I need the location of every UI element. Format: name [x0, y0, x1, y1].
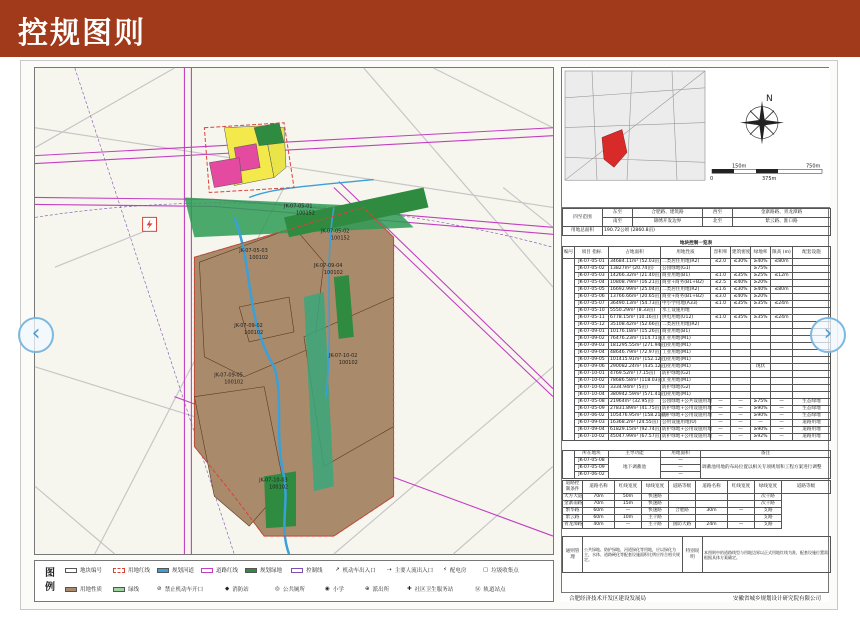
control-table-row: JK-07-05-08 21964m² (32.95亩) 公园绿地+公共设施用地 — — ≥75% — 生态绿地: [563, 399, 831, 406]
control-table-row: JK-07-06-02 105476.95m² (158.21亩) 防护绿地+公用设施用地 — — ≥90% — 生态绿地: [563, 413, 831, 420]
toilet-icon: ◎: [275, 586, 280, 592]
svg-text:100152: 100152: [295, 210, 315, 217]
legend-item: 规划绿地: [245, 566, 282, 574]
legend-item: ⊘ 禁止机动车开口: [157, 586, 204, 593]
power-icon: ⚡: [443, 567, 447, 573]
legend-item: ⊕ 派出所: [365, 586, 390, 593]
legend-item: 道路红线: [201, 566, 238, 574]
school-icon: ◉: [325, 586, 330, 592]
pedestrian-icon: ⇢: [387, 567, 392, 573]
fire-station-icon: ◆: [225, 586, 230, 592]
svg-text:375m: 375m: [762, 176, 777, 183]
road-table-row: 金寨南路 70m 15m 快速路 次干路: [563, 501, 831, 508]
clinic-icon: ✚: [407, 586, 412, 592]
metro-icon: Ⓜ: [475, 587, 481, 593]
control-table-row: JK-07-05-05 16692.99m² (25.04亩) 二类居住用地(R2) ≤1.6 ≤30% ≥40% ≤80m: [563, 287, 831, 294]
control-table-caption: 地块控制一览表: [679, 241, 713, 246]
police-icon: ⊕: [365, 586, 370, 592]
control-table-row: JK-07-10-03 3334.94m² (5亩) 防护绿地(G2): [563, 385, 831, 392]
page-header: [0, 0, 860, 57]
control-table-row: JK-07-05-11 6778.15m² (10.16亩) 供电用地(U12) ≤1.0 ≤35% ≥35% ≤24m: [563, 315, 831, 322]
control-table: 编号 项目 指标 占地面积 用地性质 容积率 建筑密度 绿地率 限高 (m) 配套设施 JK-07-05-01 34684.11m² (52.03亩) 二类居住用地(R2) ≤2.0 ≤30% ≥40% ≤80m JK-07-05-02 13827m² (20.74亩) 公园绿地(G1) ≥75% JK-07-05-03 14266.32m² (21.40亩) 商业用地(B1) ≤1.0 ≤35% ≥25% ≤12m JK-07-05-04 10808.79m² (16.21亩) 商业+商务(B1+B2) ≤2.5 ≤40% ≥20% JK-07-05-05 16692.99m² (25.04亩) 二类居住用地(R2) ≤1.6 ≤30% ≥40% ≤80m JK-07-05-06 13766.66m² (20.65亩) 商业+商务(B1+B2) ≤3.0 ≤40% ≥20% JK-07-05-07 36490.13m² (54.73亩) 中小学用地(A33) ≤1.0 ≤35% ≥35% ≤24m JK-07-05-10 5550.29m² (8.33亩) 水工设施用地 JK-07-05-11 6778.15m² (10.16亩) 供电用地(U12) ≤1.0 ≤35% ≥35% ≤24m JK-07-05-12 35108.42m² (52.66亩) 二类居住用地(R2) JK-07-09-01 10176.18m² (15.26亩) 商业用地(B1) JK-07-09-02 76476.23m² (114.71亩) 工业用地(M1) JK-07-09-03 181295.55m² (271.94亩) 工业用地(M1) JK-07-09-04 48646.79m² (72.97亩) 工业用地(M1) JK-07-09-05 101415.91m² (152.12亩) 工业用地(M1) JK-07-09-06 290082.24m² (435.12亩) 工业用地(M1) 现状 JK-07-10-01 4769.52m² (7.15亩) 防护绿地(G2) JK-07-10-02 78686.58m² (118.03亩) 工业用地(M1) JK-07-10-03 3334.94m² (5亩) 防护绿地(G2) JK-07-10-04 380942.59m² (571.41亩) 工业用地(M1) JK-07-05-08 21964m² (32.95亩) 公园绿地+公共设施用地 — — ≥75% — 生态绿地 JK-07-05-09 27831.89m² (41.75亩) 防护绿地+公用设施用地 — — ≥90% — 生态绿地 JK-07-06-02 105476.95m² (158.21亩) 防护绿地+公用设施用地 — — ≥90% — 生态绿地 JK-07-09-03 16368.2m² (24.55亩) 公用设施用地(U) — — — — 道路用地 JK-07-09-04 61829.15m² (92.74亩) 防护绿地+公用设施用地 — — ≥90% — 道路用地 JK-07-10-02 45047.99m² (67.57亩) 防护绿地+公用设施用地 — — ≥92% — 道路用地: [562, 246, 831, 441]
control-table-row: JK-07-05-02 13827m² (20.74亩) 公园绿地(G1) ≥75%: [563, 266, 831, 273]
location-map-canvas: [562, 68, 830, 207]
control-table-row: JK-07-09-04 48646.79m² (72.97亩) 工业用地(M1): [563, 350, 831, 357]
road-table-row: 繁华路 60m — 快速路 合肥路 30m — 支路: [563, 508, 831, 515]
svg-text:0: 0: [710, 176, 714, 183]
legend-item: ⚡ 配电房: [443, 567, 467, 574]
control-table-row: JK-07-05-01 34684.11m² (52.03亩) 二类居住用地(R2) ≤2.0 ≤30% ≥40% ≤80m: [563, 259, 831, 266]
parcel-label: JK-07-09-02: [234, 322, 263, 329]
svg-text:100152: 100152: [330, 235, 350, 242]
legend-item: ✚ 社区卫生服务站: [407, 586, 454, 593]
legend-item: ⇢ 主要人流出入口: [387, 567, 434, 574]
parcel-label: JK-07-05-02: [320, 228, 350, 235]
legend-item: 用地性质: [65, 585, 102, 593]
prev-slide-button[interactable]: [18, 317, 54, 353]
parcel-label: JK-07-09-05: [214, 372, 243, 379]
parcel-label: JK-07-09-04: [313, 263, 343, 270]
chevron-right-icon: ›: [823, 321, 833, 346]
substation-icon: [143, 217, 157, 231]
row-group-cell: [563, 259, 575, 441]
svg-text:100102: 100102: [338, 359, 358, 366]
svg-text:100102: 100102: [249, 255, 269, 262]
control-table-row: JK-07-09-05 101415.91m² (152.12亩) 工业用地(M1): [563, 357, 831, 364]
location-map: [562, 68, 830, 208]
legend-item: ◆ 消防站: [225, 586, 249, 593]
boundary-label: 四至范围: [563, 209, 603, 227]
regulatory-map: [31, 67, 554, 555]
control-table-row: JK-07-09-04 61829.15m² (92.74亩) 防护绿地+公用设施用地 — — ≥90% — 道路用地: [563, 427, 831, 434]
page-title: 控规图则: [18, 16, 146, 51]
svg-text:100102: 100102: [323, 270, 343, 277]
no-entry-icon: ⊘: [157, 586, 162, 592]
svg-text:N: N: [766, 93, 773, 104]
control-table-row: JK-07-05-03 14266.32m² (21.40亩) 商业用地(B1) ≤1.0 ≤35% ≥25% ≤12m: [563, 273, 831, 280]
legend-item: Ⓜ 轨道站点: [475, 587, 506, 593]
legend-item: ▢ 垃圾收集点: [483, 567, 519, 574]
notes-table: 通则管理 公共绿地、防护绿地、河道绿化等用地，应以绿化为主，水体、道路硬化等配套设施面积比例应符合相关规定。 特别说明 本图则中的道路线型与用地边界以正式用地红线为准，配套设施位置需根据具体方案确定。: [562, 536, 831, 573]
control-table-row: JK-07-09-02 76476.23m² (114.71亩) 工业用地(M1): [563, 336, 831, 343]
footer-right: 安徽省城乡规划设计研究院有限公司: [732, 595, 821, 602]
road-table-row: 紫云路 60m 10m 主干路 支路: [563, 515, 831, 522]
road-table: 道路控制条件 道路名称 红线宽度 绿线宽度 道路等级 道路名称 红线宽度 绿线宽度 道路等级 大方大道 70m 50m 快速路 次干路 金寨南路 70m 15m 快速路 次干路 繁华路 60m — 快速路 合肥路 30m — 支路 紫云路 60m 10m 主干路 支路 青龙潭路 40m — 主干路 国防大路 24m — 支路: [562, 480, 831, 529]
control-table-row: JK-07-09-01 10176.18m² (15.26亩) 商业用地(B1): [563, 329, 831, 336]
entrance-icon: ↗: [335, 567, 340, 573]
parcel-label: JK-07-10-02: [328, 352, 358, 359]
svg-text:750m: 750m: [806, 163, 821, 170]
parcel-label: JK-07-05-03: [239, 248, 268, 255]
area-label: 用地总面积: [563, 227, 603, 236]
parcel-label: JK-07-10-03: [259, 477, 288, 484]
control-table-row: JK-07-05-07 36490.13m² (54.73亩) 中小学用地(A33) ≤1.0 ≤35% ≥35% ≤24m: [563, 301, 831, 308]
control-table-row: JK-07-05-12 35108.42m² (52.66亩) 二类居住用地(R2): [563, 322, 831, 329]
trash-icon: ▢: [483, 567, 489, 573]
control-table-row: JK-07-05-09 27831.89m² (41.75亩) 防护绿地+公用设施用地 — — ≥90% — 生态绿地: [563, 406, 831, 413]
legend-item: ↗ 机动车出入口: [335, 567, 376, 574]
legend-item: ◎ 公共厕所: [275, 586, 305, 593]
control-table-row: JK-07-10-04 380942.59m² (571.41亩) 工业用地(M1): [563, 392, 831, 399]
control-table-row: JK-07-05-04 10808.79m² (16.21亩) 商业+商务(B1+B2) ≤2.5 ≤40% ≥20%: [563, 280, 831, 287]
legend-item: 绿线: [113, 585, 139, 593]
control-table-row: JK-07-09-03 181295.55m² (271.94亩) 工业用地(M1): [563, 343, 831, 350]
legend-item: 用地红线: [113, 566, 150, 574]
svg-text:100102: 100102: [244, 329, 264, 336]
control-table-row: JK-07-10-01 4769.52m² (7.15亩) 防护绿地(G2): [563, 371, 831, 378]
legend-title: 图例: [45, 568, 55, 593]
legend-swatch: [65, 568, 77, 573]
control-table-row: JK-07-10-02 45047.99m² (67.57亩) 防护绿地+公用设施用地 — — ≥92% — 道路用地: [563, 434, 831, 441]
control-table-row: JK-07-09-06 290082.24m² (435.12亩) 工业用地(M1) 现状: [563, 364, 831, 371]
legend-item: 控制线: [291, 566, 323, 574]
legend-item: 规划河道: [157, 566, 194, 574]
road-table-label: 道路控制条件: [563, 481, 583, 494]
area-value: 190.72公顷 (2860.8亩): [603, 227, 831, 236]
map-canvas: [35, 68, 553, 554]
control-table-row: JK-07-05-10 5550.29m² (8.33亩) 水工设施用地: [563, 308, 831, 315]
footer-left: 合肥经济技术开发区建设发展局: [569, 595, 647, 602]
control-table-row: JK-07-05-06 13766.66m² (20.65亩) 商业+商务(B1+B2) ≤3.0 ≤40% ≥20%: [563, 294, 831, 301]
svg-text:100102: 100102: [269, 484, 289, 491]
parcel-label: JK-07-05-01: [284, 203, 313, 210]
other-table: 所在地块 主导功能 用地面积 备注 JK-07-05-08 地下调蓄池 — 调蓄池用地的布局位置以相关专项规划和工程方案进行调整 JK-07-05-09 — JK-07-06-02 —: [562, 450, 831, 479]
control-table-row: JK-07-09-03 16368.2m² (24.55亩) 公用设施用地(U) — — — — 道路用地: [563, 420, 831, 427]
panel-footer: [561, 592, 829, 602]
chevron-left-icon: ‹: [31, 321, 41, 346]
legend-item: 地块编号: [65, 566, 102, 574]
road-table-row: 青龙潭路 40m — 主干路 国防大路 24m — 支路: [563, 522, 831, 529]
map-legend: [34, 560, 554, 602]
road-table-row: 大方大道 70m 50m 快速路 次干路: [563, 494, 831, 501]
legend-item: ◉ 小学: [325, 586, 344, 593]
control-table-row: JK-07-10-02 78686.58m² (118.03亩) 工业用地(M1): [563, 378, 831, 385]
info-panel: [561, 67, 829, 602]
svg-text:150m: 150m: [732, 163, 747, 170]
svg-text:100102: 100102: [224, 379, 244, 386]
next-slide-button[interactable]: [810, 317, 846, 353]
boundary-table: 四至范围 东至 合肥路、建筑路 西至 金寨路路、青龙潭路 南至 锦绣开发边界 北至 紫云路、淮口路 用地总面积 190.72公顷 (2860.8亩): [562, 208, 831, 236]
